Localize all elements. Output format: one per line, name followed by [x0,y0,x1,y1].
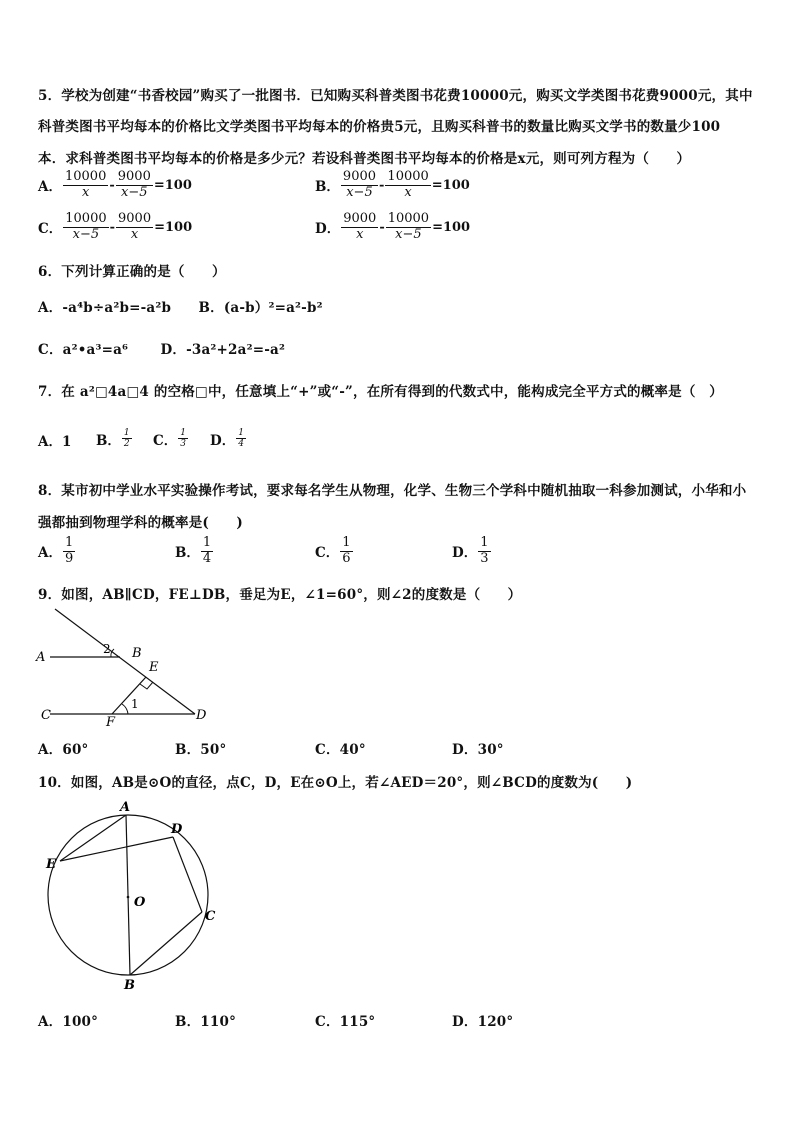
q6-stem: 6．下列计算正确的是（ ） [38,264,226,280]
option-label: D． [452,545,478,562]
label-b: B [132,646,142,661]
q6-options-row2[interactable]: C．a²•a³=a⁶ D．-3a²+2a²=-a² [38,342,286,358]
q10-option-a[interactable]: A．100° [38,1014,99,1030]
operator: - [109,219,116,235]
label-angle-1: 1 [131,697,139,711]
q5-option-d[interactable] [315,212,470,243]
fraction [385,170,430,201]
denominator: 4 [202,550,212,566]
q9-option-d[interactable]: D．30° [452,742,504,758]
option-label: C． [38,221,63,238]
q9-option-a[interactable]: A．60° [38,742,89,758]
operator: - [379,219,385,235]
numerator: 9000 [343,211,377,226]
denominator: x−5 [346,184,373,200]
denominator: 2 [123,439,130,450]
q5-option-b[interactable] [315,170,470,201]
denominator: x [81,184,90,200]
numerator: 9000 [118,211,152,226]
line-bd [55,609,195,714]
q7-option-b[interactable] [96,428,133,450]
label-c: C [205,909,216,924]
q9-option-c[interactable]: C．40° [315,742,366,758]
option-label: B． [315,179,340,196]
q9-option-b[interactable]: B．50° [175,742,227,758]
option-label: D． [315,221,341,238]
fraction [201,536,213,567]
rhs: =100 [154,219,193,235]
denominator: x [356,226,364,242]
denominator: 9 [64,550,74,566]
q8-line2: 强都抽到物理学科的概率是( ) [38,515,243,531]
fraction [236,428,246,450]
right-angle-mark [140,682,153,689]
option-label: A． [38,545,62,562]
fraction [340,536,352,567]
q5-line1: 5．学校为创建“书香校园”购买了一批图书．已知购买科普类图书花费10000元，购买文学类图书花费9000元，其中 [38,88,753,104]
denominator: x [404,184,412,200]
denominator: x−5 [72,226,100,242]
fraction [122,428,132,450]
denominator: 3 [480,550,489,566]
q9-stem: 9．如图，AB∥CD，FE⊥DB，垂足为E，∠1=60°，则∠2的度数是（ ） [38,587,522,603]
operator: - [379,177,385,193]
denominator: 6 [342,550,351,566]
numerator: 10000 [64,169,107,184]
numerator: 10000 [65,211,107,226]
label-angle-2: 2 [103,642,111,656]
q9-figure [30,605,220,730]
line-fe [112,677,146,714]
label-b: B [124,978,135,993]
label-d: D [196,708,207,723]
fraction [63,170,108,201]
numerator: 1 [180,428,186,438]
label-c: C [41,708,51,723]
numerator: 1 [123,428,130,438]
label-e: E [46,857,56,872]
denominator: x [130,226,139,242]
q7-option-c[interactable] [153,428,189,450]
chord-dc [173,837,202,912]
numerator: 10000 [387,211,430,226]
q7-stem: 7．在 a²□4a□4 的空格□中，任意填上“+”或“-”，在所有得到的代数式中，能构成完全平方式的概率是（ ） [38,384,723,400]
q8-option-c[interactable] [315,536,354,567]
label-a: A [36,650,46,665]
numerator: 1 [342,535,351,550]
center-point [127,896,130,899]
fraction [386,212,431,243]
fraction [178,428,188,450]
rhs: =100 [431,177,470,193]
label-a: A [120,800,131,815]
label-e: E [149,660,159,675]
fraction [116,170,153,201]
numerator: 9000 [342,169,377,184]
q5-line2: 科普类图书平均每本的价格比文学类图书平均每本的价格贵5元，且购买科普书的数量比购买文学书的数量少100 [38,119,721,135]
angle-1-arc [122,704,128,714]
fraction [341,170,378,201]
option-label: D． [210,432,236,449]
fraction [341,212,378,243]
numerator: 1 [64,535,74,550]
rhs: =100 [153,177,192,193]
option-label: C． [153,432,178,449]
numerator: 9000 [117,169,151,184]
fraction [63,212,108,243]
q8-option-a[interactable] [38,536,76,567]
q10-figure [30,800,230,995]
diameter-ab [126,815,130,975]
denominator: x−5 [395,226,422,242]
denominator: 3 [180,439,186,450]
operator: - [109,177,115,193]
label-d: D [171,822,183,837]
q8-line1: 8．某市初中学业水平实验操作考试，要求每名学生从物理，化学、生物三个学科中随机抽取一科参加测试，小华和小 [38,483,747,499]
denominator: x−5 [121,184,148,200]
q8-option-b[interactable] [175,536,214,567]
option-label: A．1 [38,434,72,450]
numerator: 1 [238,428,244,438]
fraction [116,212,153,243]
q5-option-c[interactable] [38,212,192,243]
q10-stem: 10．如图，AB是⊙O的直径，点C，D，E在⊙O上，若∠AED＝20°，则∠BCD的度数为( ) [38,775,633,791]
q6-options-row1[interactable]: A．-a⁴b÷a²b=-a²b B．(a-b）²=a²-b² [38,300,323,316]
option-label: B． [175,545,200,562]
q8-option-d[interactable] [452,536,492,567]
q5-line3: 本．求科普类图书平均每本的价格是多少元？若设科普类图书平均每本的价格是x元，则可列方程为（ ） [38,151,691,167]
rhs: =100 [432,219,471,235]
fraction [478,536,490,567]
numerator: 10000 [387,169,429,184]
q10-option-c[interactable]: C．115° [315,1014,376,1030]
denominator: 4 [238,439,244,450]
q5-option-a[interactable] [38,170,192,201]
q7-option-a[interactable] [38,430,71,450]
option-label: C． [315,545,340,562]
q7-option-d[interactable] [210,428,247,450]
label-f: F [106,715,116,730]
option-label: B． [96,432,121,449]
numerator: 1 [202,535,212,550]
label-o: O [134,895,146,910]
q10-option-d[interactable]: D．120° [452,1014,514,1030]
numerator: 1 [480,535,489,550]
fraction [63,536,75,567]
q10-option-b[interactable]: B．110° [175,1014,237,1030]
option-label: A． [38,179,62,196]
